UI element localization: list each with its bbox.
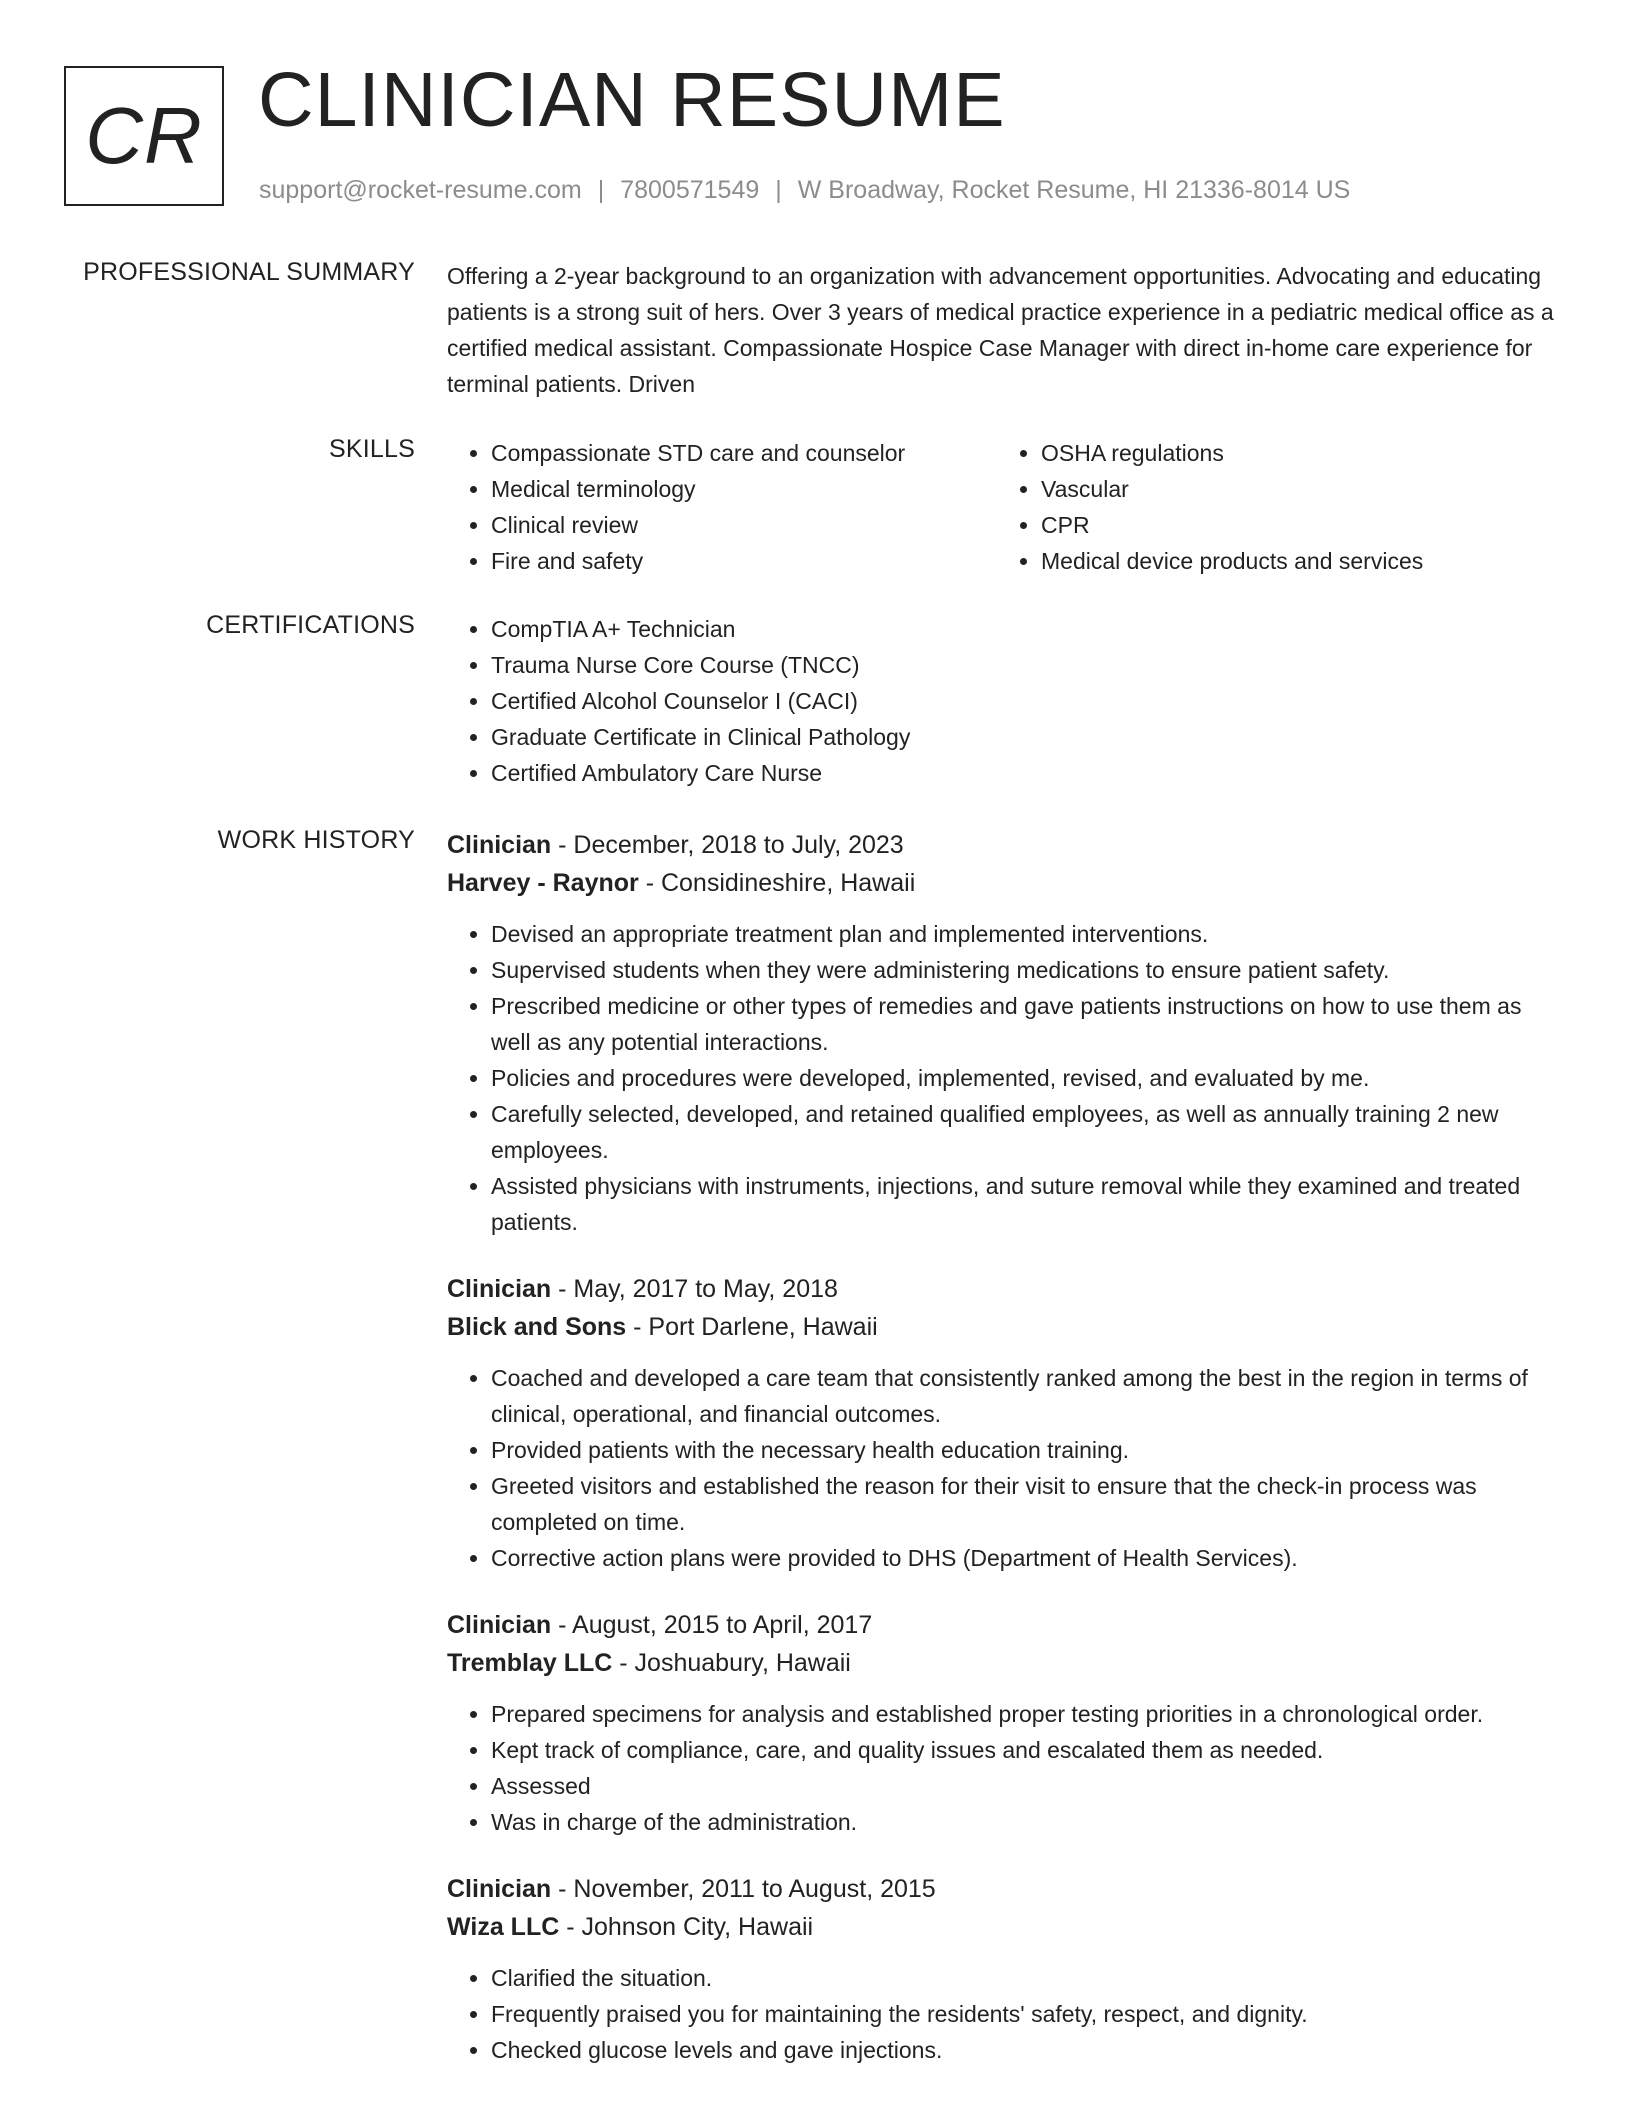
job-bullets xyxy=(447,1960,1567,2068)
job-bullet: • Devised an appropriate treatment plan and implemented interventions. xyxy=(491,916,1567,952)
skill-item: • Fire and safety xyxy=(491,543,997,579)
job-title-line xyxy=(447,1870,1567,1908)
job-bullet: • Kept track of compliance, care, and quality issues and escalated them as needed. xyxy=(491,1732,1567,1768)
job-employer: Tremblay LLC xyxy=(447,1649,613,1677)
skills-heading: SKILLS xyxy=(329,435,415,463)
skill-item: • Vascular xyxy=(1041,471,1547,507)
job-bullet: • Greeted visitors and established the reason for their visit to ensure that the check-in process was completed on time. xyxy=(491,1468,1567,1540)
job-bullet: • Assessed xyxy=(491,1768,1567,1804)
certification-item: • Certified Ambulatory Care Nurse xyxy=(491,755,1567,791)
job-entry xyxy=(447,1606,1567,1840)
job-dates: - December, 2018 to July, 2023 xyxy=(551,831,904,859)
skill-item: • Clinical review xyxy=(491,507,997,543)
contact-email[interactable]: support@rocket-resume.com xyxy=(259,176,582,204)
certification-item: • Trauma Nurse Core Course (TNCC) xyxy=(491,647,1567,683)
job-bullet: • Prescribed medicine or other types of remedies and gave patients instructions on how to use them as well as any potential interactions. xyxy=(491,988,1567,1060)
job-title-line xyxy=(447,826,1567,864)
job-bullet: • Frequently praised you for maintaining the residents' safety, respect, and dignity. xyxy=(491,1996,1567,2032)
job-location: - Johnson City, Hawaii xyxy=(559,1913,814,1941)
monogram-badge: CR xyxy=(64,66,224,206)
job-dates: - May, 2017 to May, 2018 xyxy=(551,1275,838,1303)
job-bullets xyxy=(447,1696,1567,1840)
job-employer-line xyxy=(447,1644,1567,1682)
skill-item: • Medical terminology xyxy=(491,471,997,507)
job-location: - Joshuabury, Hawaii xyxy=(612,1649,851,1677)
job-entry xyxy=(447,826,1567,1240)
contact-separator: | xyxy=(597,176,605,204)
job-employer-line xyxy=(447,1308,1567,1346)
job-employer: Blick and Sons xyxy=(447,1313,627,1341)
job-title: Clinician xyxy=(447,1611,552,1639)
job-bullet: • Carefully selected, developed, and retained qualified employees, as well as annually training 2 new employees. xyxy=(491,1096,1567,1168)
contact-address: W Broadway, Rocket Resume, HI 21336-8014 US xyxy=(797,176,1351,204)
job-location: - Considineshire, Hawaii xyxy=(638,869,916,897)
certification-item: • Graduate Certificate in Clinical Pathology xyxy=(491,719,1567,755)
skill-item: • OSHA regulations xyxy=(1041,435,1547,471)
job-bullet: • Was in charge of the administration. xyxy=(491,1804,1567,1840)
skills-column-1 xyxy=(447,435,997,579)
certification-item: • CompTIA A+ Technician xyxy=(491,611,1567,647)
contact-line xyxy=(259,176,1350,205)
skill-item: • Medical device products and services xyxy=(1041,543,1547,579)
certifications-list xyxy=(447,611,1567,791)
job-bullets xyxy=(447,1360,1567,1576)
job-employer: Harvey - Raynor xyxy=(447,869,639,897)
job-bullet: • Coached and developed a care team that consistently ranked among the best in the region in terms of clinical, operational, and financial outcomes. xyxy=(491,1360,1567,1432)
resume-title: CLINICIAN RESUME xyxy=(258,57,1006,143)
job-bullet: • Supervised students when they were administering medications to ensure patient safety. xyxy=(491,952,1567,988)
job-employer-line xyxy=(447,1908,1567,1946)
summary-heading: PROFESSIONAL SUMMARY xyxy=(83,258,415,286)
job-bullet: • Clarified the situation. xyxy=(491,1960,1567,1996)
job-bullet: • Corrective action plans were provided to DHS (Department of Health Services). xyxy=(491,1540,1567,1576)
skill-item: • CPR xyxy=(1041,507,1547,543)
job-bullet: • Provided patients with the necessary health education training. xyxy=(491,1432,1567,1468)
job-entry xyxy=(447,1270,1567,1576)
job-bullet: • Assisted physicians with instruments, injections, and suture removal while they examined and treated patients. xyxy=(491,1168,1567,1240)
job-bullet: • Checked glucose levels and gave injections. xyxy=(491,2032,1567,2068)
certifications-heading: CERTIFICATIONS xyxy=(206,611,415,639)
job-dates: - November, 2011 to August, 2015 xyxy=(551,1875,936,1903)
skill-item: • Compassionate STD care and counselor xyxy=(491,435,997,471)
certification-item: • Certified Alcohol Counselor I (CACI) xyxy=(491,683,1567,719)
job-location: - Port Darlene, Hawaii xyxy=(626,1313,878,1341)
work-history-heading: WORK HISTORY xyxy=(217,826,415,854)
contact-separator: | xyxy=(775,176,782,204)
job-entry xyxy=(447,1870,1567,2068)
job-title: Clinician xyxy=(447,1275,552,1303)
summary-text: Offering a 2-year background to an organization with advancement opportunities. Advocating and educating patients is a strong suit of hers. Over 3 years of medical practice experience in a pediatric medical office as a certified medical assistant. Compassionate Hospice Case Manager with direct in-home care experience for terminal patients. Driven xyxy=(447,263,1554,397)
job-bullet: • Policies and procedures were developed, implemented, revised, and evaluated by me. xyxy=(491,1060,1567,1096)
job-title-line xyxy=(447,1606,1567,1644)
contact-phone[interactable]: 7800571549 xyxy=(620,176,760,204)
job-title: Clinician xyxy=(447,1875,552,1903)
job-bullets xyxy=(447,916,1567,1240)
skills-list xyxy=(447,435,997,579)
job-bullet: • Prepared specimens for analysis and established proper testing priorities in a chronological order. xyxy=(491,1696,1567,1732)
skills-column-2 xyxy=(997,435,1547,579)
job-title-line xyxy=(447,1270,1567,1308)
skills-list xyxy=(997,435,1547,579)
job-dates: - August, 2015 to April, 2017 xyxy=(551,1611,873,1639)
job-employer: Wiza LLC xyxy=(447,1913,560,1941)
job-employer-line xyxy=(447,864,1567,902)
job-title: Clinician xyxy=(447,831,552,859)
